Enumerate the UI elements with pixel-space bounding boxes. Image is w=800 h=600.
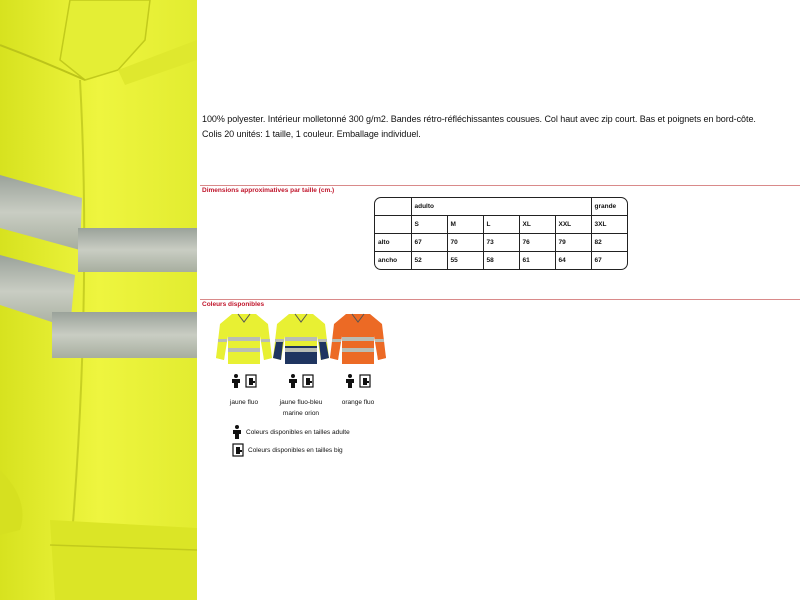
table-cell: 67 <box>411 233 447 251</box>
table-cell: 52 <box>411 252 447 269</box>
table-cell: 73 <box>483 233 519 251</box>
group-header-adulto: adulto <box>411 198 591 215</box>
table-cell: 70 <box>447 233 483 251</box>
row-label: alto <box>375 233 411 251</box>
colour-item[interactable] <box>273 308 329 419</box>
colour-name-line-1: orange fluo <box>341 399 375 406</box>
table-cell <box>375 198 411 215</box>
table-cell <box>375 215 411 233</box>
colour-name <box>330 397 386 408</box>
adult-size-icon <box>232 424 242 440</box>
group-header-grande: grande <box>591 198 627 215</box>
legend-adult-label: Coleurs disponibles en tailles adulte <box>246 428 350 436</box>
size-label: 3XL <box>591 215 627 233</box>
table-cell: 55 <box>447 252 483 269</box>
big-size-icon <box>302 374 314 388</box>
table-cell: 61 <box>519 252 555 269</box>
colour-name <box>216 397 272 408</box>
colours-title: Coleurs disponibles <box>202 301 265 308</box>
table-size-row <box>375 215 627 233</box>
table-cell: 58 <box>483 252 519 269</box>
size-label: L <box>483 215 519 233</box>
jacket-thumbnail <box>273 308 329 366</box>
adult-size-icon <box>288 374 298 388</box>
product-photo <box>0 0 197 600</box>
description-line-1: 100% polyester. Intérieur molletonné 300 g/m2. Bandes rétro-réfléchissantes cousues. Col haut avec zip court. Bas et poignets en bord-côte. <box>202 114 756 124</box>
table-cell: 64 <box>555 252 591 269</box>
description-line-2: Colis 20 unités: 1 taille, 1 couleur. Emballage individuel. <box>202 129 421 139</box>
size-label: M <box>447 215 483 233</box>
size-label: XXL <box>555 215 591 233</box>
colour-name-line-1: jaune fluo <box>229 399 259 406</box>
size-label: S <box>411 215 447 233</box>
table-row <box>375 252 627 269</box>
table-row <box>375 233 627 251</box>
product-description <box>202 112 800 142</box>
big-size-icon <box>359 374 371 388</box>
section-divider <box>200 185 800 186</box>
adult-size-icon <box>345 374 355 388</box>
table-cell: 79 <box>555 233 591 251</box>
colour-name <box>273 397 329 419</box>
big-size-icon <box>245 374 257 388</box>
jacket-thumbnail <box>216 308 272 366</box>
table-cell: 76 <box>519 233 555 251</box>
adult-size-icon <box>231 374 241 388</box>
colour-name-line-1: jaune fluo-bleu <box>279 399 323 406</box>
row-label: ancho <box>375 252 411 269</box>
dimensions-title: Dimensions approximatives par taille (cm.) <box>202 187 335 194</box>
section-divider <box>200 299 800 300</box>
table-header-row <box>375 198 627 215</box>
legend-adult <box>232 424 350 440</box>
big-size-icon <box>232 442 244 458</box>
legend-big <box>232 442 343 458</box>
size-label: XL <box>519 215 555 233</box>
legend-big-label: Coleurs disponibles en tailles big <box>248 446 343 454</box>
size-table <box>374 197 628 270</box>
colour-item[interactable] <box>216 308 272 408</box>
table-cell: 67 <box>591 252 627 269</box>
jacket-thumbnail <box>330 308 386 366</box>
colour-item[interactable] <box>330 308 386 408</box>
colour-name-line-2: marine orion <box>282 410 320 417</box>
table-cell: 82 <box>591 233 627 251</box>
